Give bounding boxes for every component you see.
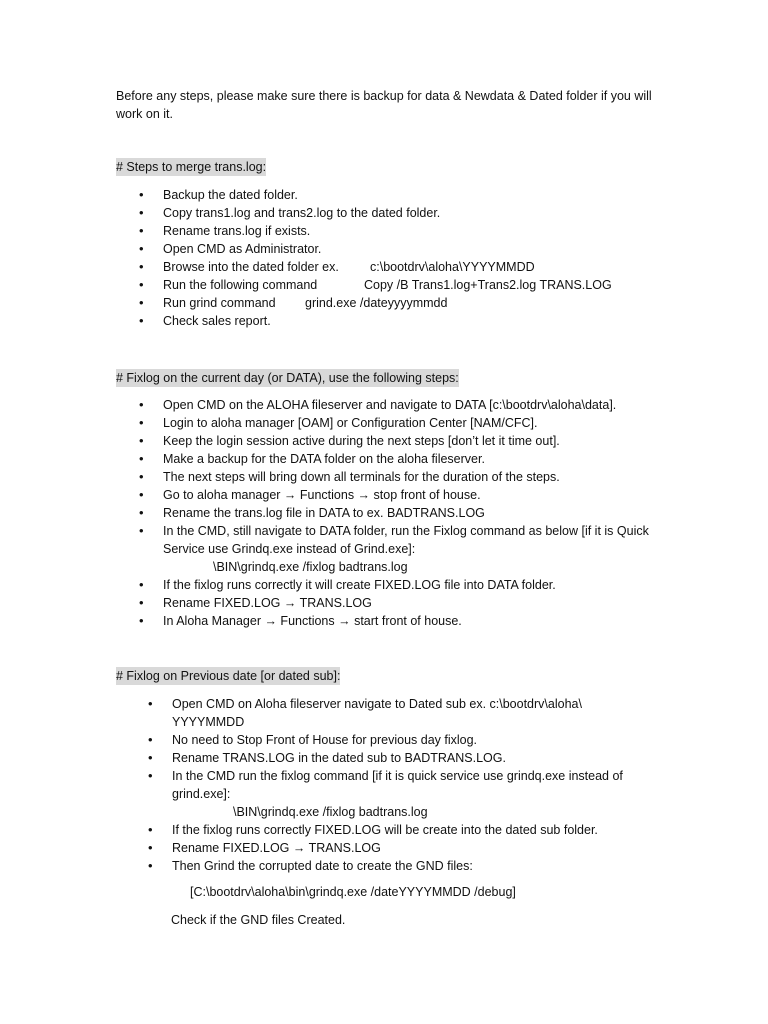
list-item (172, 767, 656, 821)
list-item: • Open CMD on Aloha fileserver navigate to Dated sub ex. c:\bootdrv\aloha\ YYYYMMDD (172, 695, 656, 731)
browse-value: c:\bootdrv\aloha\YYYYMMDD (370, 260, 535, 274)
command-line: \BIN\grindq.exe /fixlog badtrans.log (233, 805, 428, 819)
list-item: • Backup the dated folder. (163, 186, 653, 204)
list-item: • Rename the trans.log file in DATA to ex. BADTRANS.LOG (163, 504, 653, 522)
grind-label: Run grind command (163, 296, 276, 310)
list-item: • In Aloha Manager → Functions → start front of house. (163, 612, 653, 630)
list-item: • The next steps will bring down all terminals for the duration of the steps. (163, 468, 653, 486)
list-item-text: In the CMD run the fixlog command [if it is quick service use grindq.exe instead of grind.exe]: (172, 769, 623, 801)
list-item: • Copy trans1.log and trans2.log to the dated folder. (163, 204, 653, 222)
list-item: • Open CMD as Administrator. (163, 240, 653, 258)
list-item (163, 276, 653, 294)
check-note: Check if the GND files Created. (171, 913, 346, 927)
list-item: • Open CMD on the ALOHA fileserver and navigate to DATA [c:\bootdrv\aloha\data]. (163, 396, 653, 414)
list-item: • Login to aloha manager [OAM] or Configuration Center [NAM/CFC]. (163, 414, 653, 432)
section1-list (163, 186, 653, 330)
list-item: • Rename trans.log if exists. (163, 222, 653, 240)
list-item: • No need to Stop Front of House for previous day fixlog. (172, 731, 656, 749)
section1-heading: # Steps to merge trans.log: (116, 160, 267, 174)
section3-list (172, 695, 656, 875)
section2-list (163, 396, 653, 630)
intro-paragraph: Before any steps, please make sure there is backup for data & Newdata & Dated folder if you will work on it. (116, 89, 652, 121)
list-item: • Rename FIXED.LOG → TRANS.LOG (172, 839, 656, 857)
grind-command: [C:\bootdrv\aloha\bin\grindq.exe /dateYYYYMMDD /debug] (190, 885, 516, 899)
list-item: • Check sales report. (163, 312, 653, 330)
section2-heading: # Fixlog on the current day (or DATA), use the following steps: (116, 371, 459, 385)
list-item: • If the fixlog runs correctly FIXED.LOG will be create into the dated sub folder. (172, 821, 656, 839)
list-item: • Rename FIXED.LOG → TRANS.LOG (163, 594, 653, 612)
list-item: • Rename TRANS.LOG in the dated sub to BADTRANS.LOG. (172, 749, 656, 767)
list-item (163, 522, 653, 576)
list-item: • Make a backup for the DATA folder on the aloha fileserver. (163, 450, 653, 468)
list-item: • If the fixlog runs correctly it will create FIXED.LOG file into DATA folder. (163, 576, 653, 594)
list-item-text: In the CMD, still navigate to DATA folder, run the Fixlog command as below [if it is Quick Service use Grindq.exe instead of Grind.exe]: (163, 524, 649, 556)
list-item (163, 294, 653, 312)
command-line: \BIN\grindq.exe /fixlog badtrans.log (213, 560, 408, 574)
browse-label: Browse into the dated folder ex. (163, 260, 339, 274)
run-value: Copy /B Trans1.log+Trans2.log TRANS.LOG (364, 278, 612, 292)
list-item (163, 258, 653, 276)
run-label: Run the following command (163, 278, 318, 292)
list-item: • Keep the login session active during the next steps [don’t let it time out]. (163, 432, 653, 450)
section3-heading: # Fixlog on Previous date [or dated sub]: (116, 669, 341, 683)
grind-value: grind.exe /dateyyyymmdd (305, 296, 448, 310)
list-item: • Then Grind the corrupted date to create the GND files: (172, 857, 656, 875)
list-item: • Go to aloha manager → Functions → stop front of house. (163, 486, 653, 504)
